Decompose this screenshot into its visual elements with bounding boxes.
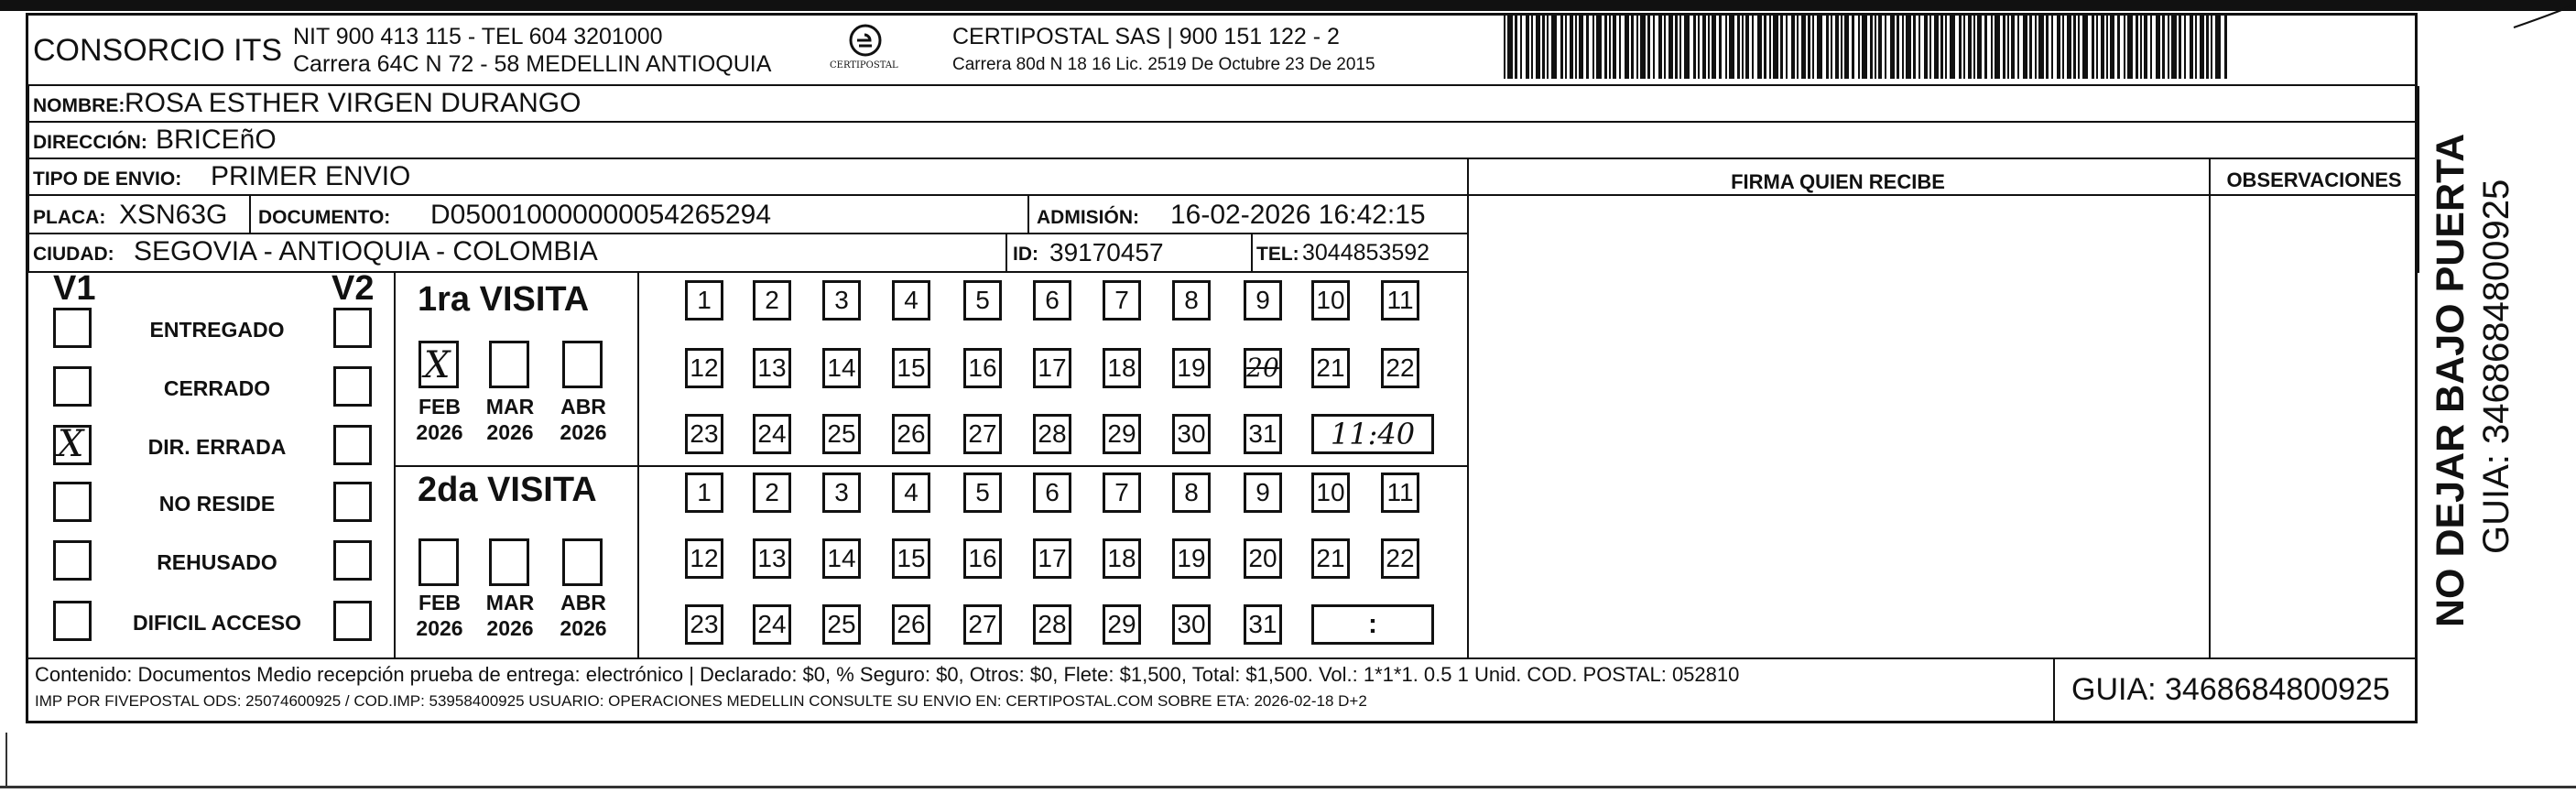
barcode-bar — [1536, 15, 1540, 79]
barcode-bar — [1902, 15, 1904, 79]
barcode-bar — [1668, 15, 1673, 79]
barcode-bar — [2206, 15, 2209, 79]
barcode-bar — [1679, 15, 1681, 79]
barcode-bar — [1745, 15, 1749, 79]
barcode-bar — [2106, 15, 2108, 79]
barcode-bar — [1526, 15, 1529, 79]
barcode-bar — [1875, 15, 1876, 79]
barcode-bar — [1653, 15, 1655, 79]
first-visit-day[interactable]: 15 — [892, 348, 930, 388]
second-visit-day[interactable]: 10 — [1311, 473, 1350, 513]
barcode-bar — [2092, 15, 2094, 79]
documento-label: DOCUMENTO: — [258, 207, 391, 228]
barcode-bar — [1565, 15, 1567, 79]
second-visit-day[interactable]: 30 — [1172, 604, 1211, 645]
barcode-bar — [1647, 15, 1650, 79]
barcode-bar — [2078, 15, 2080, 79]
footer-contenido: Contenido: Documentos Medio recepción prueba de entrega: electrónico | Declarado: $0, % Seguro: $0, Otros: $0, Flete: $1,500, Total: $1,500. Vol.: 1*1*1. 0.5 1 Unid. COD. POSTAL: 052810 — [35, 663, 1740, 686]
barcode-bar — [1959, 15, 1962, 79]
barcode-bar — [2162, 15, 2165, 79]
barcode-bar — [1757, 15, 1762, 79]
barcode-bar — [1551, 15, 1557, 79]
status-label: ENTREGADO — [149, 318, 285, 342]
second-visit-title: 2da VISITA — [418, 471, 597, 509]
first-visit-day[interactable]: 29 — [1103, 414, 1141, 454]
direccion-label: DIRECCIÓN: — [33, 132, 147, 153]
first-visit-day[interactable]: 8 — [1172, 280, 1211, 321]
placa-label: PLACA: — [33, 207, 106, 228]
barcode-bar — [2171, 15, 2177, 79]
second-visit-time[interactable]: : — [1311, 604, 1434, 645]
tipo-value: PRIMER ENVIO — [211, 161, 411, 191]
v2-checkbox[interactable] — [333, 540, 372, 581]
barcode — [1504, 15, 2232, 81]
barcode-bar — [2051, 15, 2053, 79]
barcode-bar — [1924, 15, 1928, 79]
barcode-bar — [2110, 15, 2114, 79]
admision-value: 16-02-2026 16:42:15 — [1170, 200, 1426, 230]
barcode-bar — [1592, 15, 1594, 79]
status-label: NO RESIDE — [158, 492, 276, 516]
barcode-bar — [2140, 15, 2142, 79]
carrier-line: CERTIPOSTAL SAS | 900 151 122 - 2 — [952, 24, 1340, 49]
barcode-bar — [1844, 15, 1849, 79]
barcode-bar — [2007, 15, 2009, 79]
barcode-bar — [1507, 15, 1513, 79]
v1-checkbox[interactable] — [53, 601, 92, 641]
barcode-bar — [1658, 15, 1662, 79]
second-visit-day[interactable]: 18 — [1103, 538, 1141, 579]
month-label: MAR — [485, 591, 535, 614]
first-visit-title: 1ra VISITA — [418, 280, 590, 319]
nombre-value: ROSA ESTHER VIRGEN DURANGO — [125, 88, 582, 118]
barcode-bar — [1862, 15, 1867, 79]
barcode-bar — [1950, 15, 1955, 79]
status-label: CERRADO — [163, 376, 271, 400]
id-value: 39170457 — [1049, 238, 1164, 266]
first-visit-day[interactable]: 22 — [1381, 348, 1419, 388]
documento-value: D050010000000054265294 — [430, 200, 772, 230]
second-visit-day[interactable]: 23 — [685, 604, 723, 645]
v2-checkbox[interactable] — [333, 425, 372, 465]
second-month-checkbox[interactable] — [562, 538, 603, 586]
barcode-bar — [1729, 15, 1734, 79]
first-visit-day[interactable]: 30 — [1172, 414, 1211, 454]
month-label: FEB — [418, 591, 461, 614]
top-edge-line — [0, 0, 2576, 11]
firma-header: FIRMA QUIEN RECIBE — [1731, 170, 1945, 193]
second-visit-day[interactable]: 17 — [1033, 538, 1071, 579]
barcode-bar — [1780, 15, 1783, 79]
second-visit-day[interactable]: 5 — [963, 473, 1002, 513]
firma-area[interactable] — [1469, 196, 2207, 657]
first-visit-day[interactable]: 4 — [892, 280, 930, 321]
v2-checkbox[interactable] — [333, 308, 372, 348]
barcode-bar — [1870, 15, 1873, 79]
barcode-bar — [1918, 15, 1920, 79]
placa-value: XSN63G — [119, 200, 228, 230]
barcode-bar — [1835, 15, 1839, 79]
first-visit-day[interactable]: 25 — [822, 414, 861, 454]
first-visit-day[interactable]: 14 — [822, 348, 861, 388]
bottom-edge-line — [0, 786, 2576, 788]
barcode-bar — [1858, 15, 1860, 79]
barcode-bar — [2096, 15, 2098, 79]
barcode-bar — [2179, 15, 2181, 79]
first-visit-day[interactable]: 24 — [753, 414, 791, 454]
second-visit-day[interactable]: 1 — [685, 473, 723, 513]
second-visit-day[interactable]: 20 — [1244, 538, 1282, 579]
barcode-bar — [1636, 15, 1638, 79]
corner-mark-icon — [2509, 0, 2576, 37]
v1-checkbox[interactable] — [53, 425, 92, 465]
first-month-checkbox[interactable] — [489, 341, 529, 388]
admision-label: ADMISIÓN: — [1037, 207, 1139, 228]
barcode-bar — [1890, 15, 1895, 79]
month-year: 2026 — [486, 616, 534, 640]
first-month-checkbox[interactable] — [418, 341, 459, 388]
barcode-bar — [1791, 15, 1795, 79]
barcode-bar — [1531, 15, 1533, 79]
barcode-bar — [1934, 15, 1939, 79]
barcode-bar — [2215, 15, 2221, 79]
observaciones-area[interactable] — [2211, 196, 2418, 657]
first-visit-day[interactable]: 16 — [963, 348, 1002, 388]
status-label: REHUSADO — [157, 550, 277, 574]
barcode-bar — [2046, 15, 2049, 79]
month-year: 2026 — [416, 420, 463, 444]
barcode-bar — [1906, 15, 1911, 79]
barcode-bar — [1929, 15, 1931, 79]
id-label: ID: — [1013, 244, 1038, 265]
barcode-bar — [1619, 15, 1621, 79]
second-visit-day[interactable]: 7 — [1103, 473, 1141, 513]
first-visit-day[interactable]: 21 — [1311, 348, 1350, 388]
second-visit-day[interactable]: 3 — [822, 473, 861, 513]
barcode-bar — [1737, 15, 1740, 79]
barcode-bar — [1684, 15, 1690, 79]
barcode-bar — [2067, 15, 2071, 79]
barcode-bar — [1560, 15, 1563, 79]
second-visit-day[interactable]: 28 — [1033, 604, 1071, 645]
barcode-bar — [2038, 15, 2044, 79]
second-visit-day[interactable]: 16 — [963, 538, 1002, 579]
barcode-bar — [2011, 15, 2015, 79]
barcode-bar — [1963, 15, 1965, 79]
v1-checkbox[interactable] — [53, 540, 92, 581]
month-label: FEB — [418, 395, 461, 418]
barcode-bar — [1769, 15, 1771, 79]
barcode-bar — [1994, 15, 2000, 79]
month-year: 2026 — [560, 616, 607, 640]
first-visit-day[interactable]: 11 — [1381, 280, 1419, 321]
v1-label: V1 — [53, 269, 96, 308]
barcode-bar — [1831, 15, 1832, 79]
barcode-bar — [2029, 15, 2032, 79]
barcode-bar — [1773, 15, 1778, 79]
company-name: CONSORCIO ITS — [33, 33, 283, 68]
direccion-value: BRICEñO — [156, 125, 277, 155]
barcode-bar — [1826, 15, 1829, 79]
barcode-bar — [2057, 15, 2060, 79]
barcode-bar — [2023, 15, 2027, 79]
barcode-bar — [1812, 15, 1814, 79]
month-year: 2026 — [560, 420, 607, 444]
barcode-bar — [1575, 15, 1577, 79]
v2-checkbox[interactable] — [333, 366, 372, 407]
check-mark: X — [58, 423, 84, 465]
barcode-bar — [1570, 15, 1573, 79]
barcode-bar — [1852, 15, 1854, 79]
barcode-bar — [1708, 15, 1710, 79]
barcode-bar — [1586, 15, 1589, 79]
month-year: 2026 — [416, 616, 463, 640]
second-month-checkbox[interactable] — [418, 538, 459, 586]
barcode-bar — [2062, 15, 2064, 79]
carrier-logo — [824, 22, 907, 77]
company-address: Carrera 64C N 72 - 58 MEDELLIN ANTIOQUIA — [293, 51, 772, 77]
barcode-bar — [1625, 15, 1629, 79]
barcode-bar — [1542, 15, 1545, 79]
barcode-bar — [2117, 15, 2120, 79]
barcode-bar — [1841, 15, 1842, 79]
ciudad-value: SEGOVIA - ANTIOQUIA - COLOMBIA — [134, 236, 598, 266]
barcode-bar — [1742, 15, 1744, 79]
first-visit-day[interactable]: 27 — [963, 414, 1002, 454]
second-visit-day[interactable]: 21 — [1311, 538, 1350, 579]
ciudad-label: CIUDAD: — [33, 244, 114, 265]
v1-checkbox[interactable] — [53, 308, 92, 348]
barcode-bar — [2127, 15, 2133, 79]
tipo-label: TIPO DE ENVIO: — [33, 168, 182, 190]
v1-checkbox[interactable] — [53, 482, 92, 522]
status-label: DIR. ERRADA — [147, 435, 287, 459]
barcode-bar — [2035, 15, 2037, 79]
barcode-bar — [2224, 15, 2227, 79]
second-visit-day[interactable]: 22 — [1381, 538, 1419, 579]
barcode-bar — [1945, 15, 1947, 79]
barcode-bar — [1515, 15, 1517, 79]
barcode-bar — [1664, 15, 1666, 79]
first-visit-day[interactable]: 13 — [753, 348, 791, 388]
barcode-bar — [1719, 15, 1722, 79]
first-visit-day[interactable]: 1 — [685, 280, 723, 321]
first-visit-day[interactable]: 9 — [1244, 280, 1282, 321]
first-visit-day[interactable]: 3 — [822, 280, 861, 321]
barcode-bar — [2184, 15, 2186, 79]
status-label: DIFICIL ACCESO — [132, 611, 301, 635]
barcode-bar — [1977, 15, 1982, 79]
barcode-bar — [1968, 15, 1972, 79]
v2-checkbox[interactable] — [333, 482, 372, 522]
barcode-bar — [1752, 15, 1754, 79]
second-visit-day[interactable]: 15 — [892, 538, 930, 579]
second-visit-day[interactable]: 9 — [1244, 473, 1282, 513]
barcode-bar — [1604, 15, 1607, 79]
barcode-bar — [1547, 15, 1549, 79]
first-visit-day[interactable]: 20 — [1244, 348, 1282, 388]
barcode-bar — [1913, 15, 1916, 79]
second-visit-day[interactable]: 8 — [1172, 473, 1211, 513]
first-visit-day[interactable]: 28 — [1033, 414, 1071, 454]
barcode-bar — [1631, 15, 1634, 79]
second-visit-day[interactable]: 2 — [753, 473, 791, 513]
barcode-bar — [1596, 15, 1602, 79]
second-visit-day[interactable]: 19 — [1172, 538, 1211, 579]
month-label: ABR — [560, 591, 606, 614]
barcode-bar — [1897, 15, 1899, 79]
carrier-license: Carrera 80d N 18 16 Lic. 2519 De Octubre 23 De 2015 — [952, 55, 1375, 74]
barcode-bar — [2082, 15, 2088, 79]
first-month-checkbox[interactable] — [562, 341, 603, 388]
first-visit-day[interactable]: 7 — [1103, 280, 1141, 321]
barcode-bar — [1878, 15, 1882, 79]
barcode-bar — [2156, 15, 2160, 79]
barcode-bar — [1984, 15, 1987, 79]
first-visit-day[interactable]: 23 — [685, 414, 723, 454]
first-visit-day[interactable]: 5 — [963, 280, 1002, 321]
second-visit-day[interactable]: 6 — [1033, 473, 1071, 513]
second-visit-day[interactable]: 25 — [822, 604, 861, 645]
barcode-bar — [1579, 15, 1583, 79]
v2-label: V2 — [332, 269, 375, 308]
first-visit-time[interactable]: 11:40 — [1311, 414, 1434, 454]
second-visit-day[interactable]: 4 — [892, 473, 930, 513]
barcode-bar — [1786, 15, 1788, 79]
first-visit-day[interactable]: 12 — [685, 348, 723, 388]
second-month-checkbox[interactable] — [489, 538, 529, 586]
month-check-mark: X — [424, 344, 451, 386]
first-visit-day[interactable]: 31 — [1244, 414, 1282, 454]
first-visit-day[interactable]: 17 — [1033, 348, 1071, 388]
second-visit-day[interactable]: 27 — [963, 604, 1002, 645]
side-warning: NO DEJAR BAJO PUERTA — [2429, 133, 2473, 627]
second-visit-day[interactable]: 13 — [753, 538, 791, 579]
second-visit-day[interactable]: 11 — [1381, 473, 1419, 513]
barcode-bar — [1712, 15, 1716, 79]
barcode-bar — [2073, 15, 2076, 79]
side-guia: GUIA: 3468684800925 — [2476, 179, 2516, 554]
second-visit-day[interactable]: 26 — [892, 604, 930, 645]
barcode-bar — [1520, 15, 1522, 79]
barcode-bar — [1940, 15, 1943, 79]
barcode-bar — [1675, 15, 1678, 79]
barcode-bar — [1801, 15, 1806, 79]
first-visit-day[interactable]: 18 — [1103, 348, 1141, 388]
second-visit-day[interactable]: 12 — [685, 538, 723, 579]
barcode-bar — [2190, 15, 2193, 79]
second-visit-day[interactable]: 14 — [822, 538, 861, 579]
first-visit-day[interactable]: 2 — [753, 280, 791, 321]
barcode-bar — [2150, 15, 2152, 79]
first-visit-day[interactable]: 6 — [1033, 280, 1071, 321]
footer-imp: IMP POR FIVEPOSTAL ODS: 25074600925 / COD.IMP: 53958400925 USUARIO: OPERACIONES MEDELLIN CONSULTE SU ENVIO EN: CERTIPOSTAL.COM SOBRE ETA: 2026-02-18 D+2 — [35, 692, 1367, 710]
nit-line: NIT 900 413 115 - TEL 604 3201000 — [293, 24, 663, 49]
barcode-bar — [1817, 15, 1822, 79]
barcode-bar — [1698, 15, 1700, 79]
barcode-bar — [1504, 15, 1505, 79]
barcode-bar — [1797, 15, 1799, 79]
barcode-bar — [2003, 15, 2005, 79]
barcode-bar — [2211, 15, 2212, 79]
v2-checkbox[interactable] — [333, 601, 372, 641]
observaciones-header: OBSERVACIONES — [2226, 168, 2402, 191]
left-edge-line — [5, 733, 7, 788]
first-visit-day[interactable]: 19 — [1172, 348, 1211, 388]
month-label: ABR — [560, 395, 606, 418]
second-visit-day[interactable]: 31 — [1244, 604, 1282, 645]
barcode-bar — [1991, 15, 1993, 79]
barcode-bar — [1693, 15, 1696, 79]
barcode-bar — [2168, 15, 2169, 79]
barcode-bar — [1613, 15, 1616, 79]
barcode-bar — [1609, 15, 1611, 79]
carrier-logo-text: CERTIPOSTAL — [830, 60, 898, 71]
barcode-bar — [2200, 15, 2204, 79]
barcode-bar — [2101, 15, 2104, 79]
barcode-bar — [2195, 15, 2197, 79]
nombre-label: NOMBRE: — [33, 95, 125, 116]
barcode-bar — [2017, 15, 2019, 79]
first-visit-day[interactable]: 10 — [1311, 280, 1350, 321]
tel-label: TEL: — [1256, 244, 1299, 265]
first-visit-day[interactable]: 26 — [892, 414, 930, 454]
barcode-bar — [2136, 15, 2138, 79]
second-visit-day[interactable]: 24 — [753, 604, 791, 645]
barcode-bar — [1764, 15, 1766, 79]
month-year: 2026 — [486, 420, 534, 444]
barcode-bar — [1973, 15, 1975, 79]
barcode-bar — [1808, 15, 1810, 79]
barcode-bar — [1725, 15, 1727, 79]
second-visit-day[interactable]: 29 — [1103, 604, 1141, 645]
month-label: MAR — [485, 395, 535, 418]
barcode-bar — [2144, 15, 2147, 79]
tel-value: 3044853592 — [1302, 240, 1430, 266]
barcode-bar — [1702, 15, 1706, 79]
barcode-bar — [2124, 15, 2125, 79]
v1-checkbox[interactable] — [53, 366, 92, 407]
barcode-bar — [1885, 15, 1886, 79]
barcode-bar — [1640, 15, 1646, 79]
footer-guia: GUIA: 3468684800925 — [2071, 672, 2390, 707]
